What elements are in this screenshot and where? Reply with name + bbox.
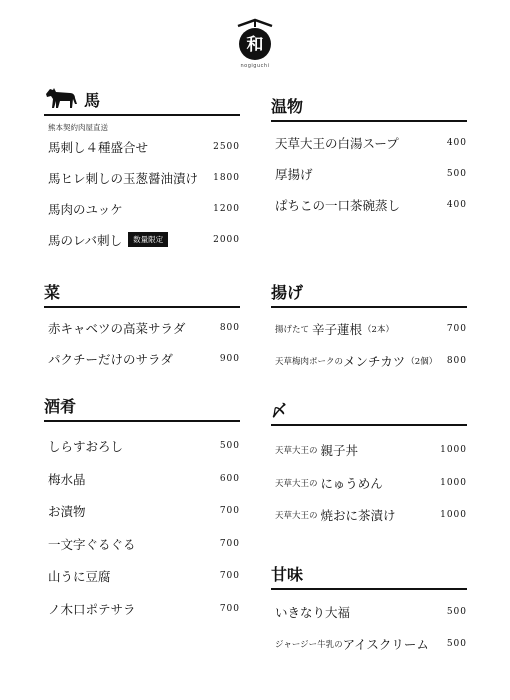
item-price: 1000 (440, 510, 467, 521)
item-price: 1200 (213, 203, 240, 214)
section-header (271, 280, 467, 308)
section-title: 酒肴 (44, 397, 77, 416)
item-price: 1800 (213, 172, 240, 183)
section-age (271, 280, 467, 377)
section-kanmi (271, 562, 467, 660)
section-sai (44, 280, 240, 374)
logo-subtitle: nogiguchi (240, 63, 270, 69)
section-title: 揚げ (271, 283, 304, 302)
item-suffix: （2個） (406, 357, 438, 367)
item-name: 親子丼 (320, 443, 359, 459)
horse-icon (44, 86, 78, 110)
limited-badge: 数量限定 (128, 232, 168, 247)
item-price: 500 (446, 639, 467, 649)
item-price: 2500 (213, 141, 240, 152)
menu-item (44, 593, 240, 626)
logo-mark: 和 (246, 35, 264, 55)
item-price: 1000 (440, 445, 467, 456)
section-header (271, 562, 467, 590)
menu-item (44, 528, 240, 561)
item-name: お漬物 (48, 504, 86, 520)
item-prefix: ジャージー牛乳の (275, 640, 343, 650)
section-header (44, 280, 240, 308)
item-name: パクチーだけのサラダ (48, 351, 173, 367)
menu-item (44, 162, 240, 193)
menu-item (44, 495, 240, 528)
item-name: 馬刺し４種盛合せ (48, 139, 149, 155)
menu-item (271, 158, 467, 189)
item-price: 700 (219, 571, 240, 582)
item-name: 馬肉のユッケ (48, 201, 123, 217)
menu-item (271, 499, 467, 532)
menu-item (44, 131, 240, 162)
item-name: にゅうめん (320, 475, 383, 491)
section-sake (44, 394, 240, 625)
section-header (271, 398, 467, 426)
item-price: 800 (446, 356, 467, 366)
item-price: 400 (446, 137, 467, 148)
menu-item (271, 127, 467, 158)
item-prefix: 天草大王の (275, 511, 318, 522)
item-name: 梅水晶 (48, 471, 86, 487)
section-uma (44, 88, 240, 255)
menu-item (271, 628, 467, 660)
section-title: 温物 (271, 97, 304, 116)
menu-item (271, 345, 467, 377)
restaurant-logo (232, 18, 278, 78)
item-name: 天草大王の白湯スープ (275, 135, 399, 151)
item-name: 山うに豆腐 (48, 569, 111, 585)
menu-item (44, 463, 240, 496)
menu-item (271, 467, 467, 500)
section-title: 〆 (271, 401, 288, 420)
item-price: 700 (446, 324, 467, 334)
item-suffix: （2本） (363, 325, 394, 335)
item-prefix: 揚げたて (275, 325, 310, 335)
item-price: 700 (219, 538, 240, 549)
item-price: 500 (446, 168, 467, 179)
item-name: アイスクリーム (342, 637, 429, 652)
item-price: 1000 (440, 477, 467, 488)
menu-item (44, 312, 240, 343)
item-name: 馬のレバ刺し (48, 232, 123, 248)
item-price: 900 (219, 353, 240, 364)
item-name: 赤キャベツの高菜サラダ (48, 320, 186, 336)
section-header (44, 88, 240, 116)
item-name: しらすおろし (48, 439, 124, 455)
item-price: 500 (219, 441, 240, 452)
menu-item (44, 560, 240, 593)
menu-item (271, 313, 467, 345)
section-title: 馬 (84, 91, 101, 110)
item-name: 一文字ぐるぐる (48, 536, 136, 552)
noren-logo-icon (234, 18, 276, 62)
item-name: 焼おに茶漬け (320, 508, 396, 524)
item-prefix: 天草梅肉ポークの (275, 357, 344, 367)
item-price: 700 (219, 603, 240, 614)
menu-item (44, 430, 240, 463)
section-title: 菜 (44, 283, 61, 302)
menu-item (271, 434, 467, 467)
item-name: 馬ヒレ刺しの玉葱醤油漬け (48, 170, 199, 186)
menu-item (271, 596, 467, 628)
item-price: 800 (219, 322, 240, 333)
menu-item (44, 193, 240, 224)
section-header (44, 394, 240, 422)
item-name: ノ木口ポテサラ (48, 601, 136, 617)
item-price: 600 (219, 473, 240, 484)
menu-item (271, 189, 467, 220)
item-name: いきなり大福 (275, 605, 351, 620)
item-prefix: 天草大王の (275, 446, 318, 457)
item-name: メンチカツ (343, 354, 406, 369)
item-price: 2000 (213, 234, 240, 245)
menu-item (44, 343, 240, 374)
item-price: 700 (219, 506, 240, 517)
menu-item (44, 224, 240, 255)
section-title: 甘味 (271, 565, 304, 584)
item-name: 厚揚げ (275, 166, 313, 182)
item-price: 400 (446, 199, 467, 210)
section-note: 熊本契約肉屋直送 (48, 123, 108, 132)
item-price: 500 (446, 607, 467, 617)
item-prefix: 天草大王の (275, 478, 318, 489)
item-name: ぱちこの一口茶碗蒸し (275, 197, 401, 213)
section-onbutsu (271, 94, 467, 220)
section-shime (271, 398, 467, 532)
item-name: 辛子蓮根 (312, 322, 363, 337)
section-header (271, 94, 467, 122)
